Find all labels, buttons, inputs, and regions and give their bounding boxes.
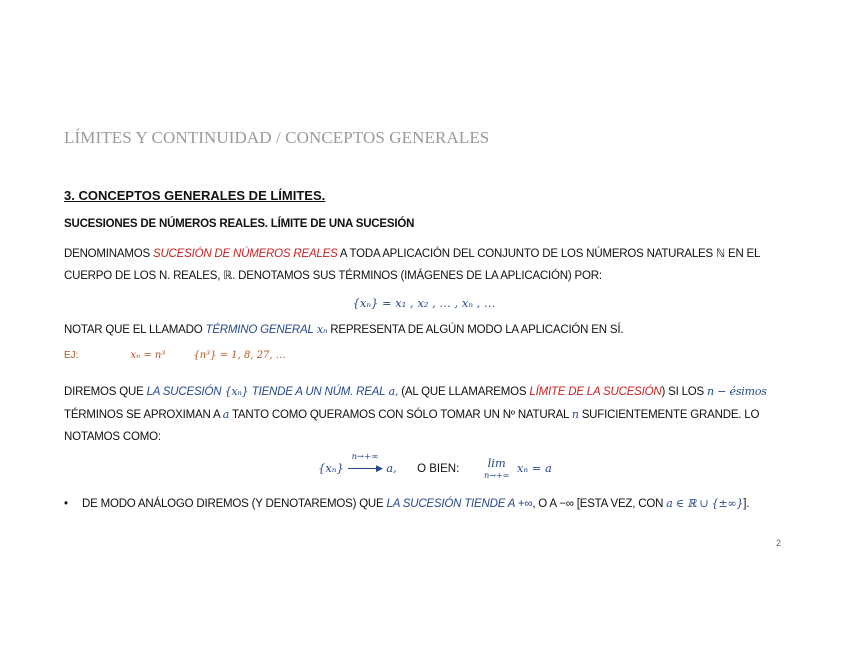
- limit-expression: xₙ = a: [516, 461, 552, 475]
- bullet-marker: •: [64, 498, 68, 510]
- paragraph-1-line-1: [64, 246, 760, 260]
- tends-to-arrow: [347, 452, 383, 476]
- para3-line2-math-a: a: [222, 408, 230, 421]
- lim-word: lim: [487, 456, 506, 470]
- para3-text-b: (AL QUE LLAMAREMOS: [398, 386, 530, 398]
- bullet-highlight: LA SUCESIÓN TIENDE A +∞: [386, 498, 533, 510]
- example-term: xₙ = n³: [130, 350, 166, 361]
- limit-target: a,: [386, 461, 397, 475]
- para3-math-c: n − ésimos: [707, 385, 767, 398]
- para3-highlight-b: TIENDE A UN NÚM. REAL: [251, 386, 386, 398]
- para2-text-a: NOTAR QUE EL LLAMADO: [64, 324, 206, 336]
- page-number: 2: [776, 538, 782, 548]
- para3-math-a: {xₙ}: [221, 385, 252, 398]
- lim-operator: [480, 456, 514, 482]
- limit-formula: [318, 452, 578, 490]
- para3-line2-c: SUFICIENTEMENTE GRANDE. LO: [578, 409, 760, 421]
- lim-subscript: n→+∞: [484, 471, 510, 480]
- para2-highlight: TÉRMINO GENERAL: [205, 324, 314, 336]
- bullet-text-a: DE MODO ANÁLOGO DIREMOS (Y DENOTAREMOS) QUE: [82, 498, 387, 510]
- para2-math: xₙ: [313, 323, 328, 336]
- bullet-math: a ∈ ℝ ∪ {±∞}: [666, 497, 744, 510]
- page-header: LÍMITES Y CONTINUIDAD / CONCEPTOS GENERALES: [64, 128, 490, 147]
- para3-line2-a: TÉRMINOS SE APROXIMAN A: [64, 409, 223, 421]
- paragraph-1-line-2: CUERPO DE LOS N. REALES, ℝ. DENOTAMOS SUS TÉRMINOS (IMÁGENES DE LA APLICACIÓN) POR:: [64, 270, 602, 282]
- para3-text-c: ) SI LOS: [661, 386, 708, 398]
- para1-highlight: SUCESIÓN DE NÚMEROS REALES: [152, 248, 338, 260]
- paragraph-2: [64, 323, 623, 336]
- para1-text-a: DENOMINAMOS: [64, 248, 153, 260]
- subheading: SUCESIONES DE NÚMEROS REALES. LÍMITE DE UNA SUCESIÓN: [64, 218, 415, 230]
- arrow-label: n→+∞: [351, 452, 379, 462]
- para1-text-b: A TODA APLICACIÓN DEL CONJUNTO DE LOS NÚMEROS NATURALES ℕ EN EL: [337, 248, 761, 260]
- para3-math-b: a,: [385, 385, 399, 398]
- example-sequence: {n³} = 1, 8, 27, …: [193, 350, 286, 361]
- arrow-head-icon: ▶: [375, 463, 383, 473]
- paragraph-3-line-1: [64, 385, 767, 398]
- paragraph-3-line-3: NOTAMOS COMO:: [64, 431, 161, 443]
- limit-seq: {xₙ}: [318, 461, 344, 475]
- example-line: [64, 350, 286, 361]
- bullet-item: [64, 497, 749, 510]
- paragraph-3-line-2: [64, 408, 759, 421]
- limit-connector: O BIEN:: [417, 463, 460, 475]
- bullet-text-c: ].: [743, 498, 750, 510]
- para3-highlight-c: LÍMITE DE LA SUCESIÓN: [529, 386, 662, 398]
- para3-highlight-a: LA SUCESIÓN: [146, 386, 222, 398]
- para3-text-a: DIREMOS QUE: [64, 386, 147, 398]
- section-title: 3. CONCEPTOS GENERALES DE LÍMITES.: [64, 188, 326, 203]
- sequence-formula: {xₙ} = x₁ , x₂ , … , xₙ , …: [352, 296, 496, 310]
- arrow-shaft: [348, 468, 378, 469]
- example-label: EJ:: [64, 350, 79, 361]
- para3-line2-b: TANTO COMO QUERAMOS CON SÓLO TOMAR UN Nº NATURAL: [229, 409, 572, 421]
- para2-text-b: REPRESENTA DE ALGÚN MODO LA APLICACIÓN EN SÍ.: [327, 324, 624, 336]
- para3-line2-math-b: n: [571, 408, 579, 421]
- bullet-text-b: , O A −∞ [ESTA VEZ, CON: [532, 498, 667, 510]
